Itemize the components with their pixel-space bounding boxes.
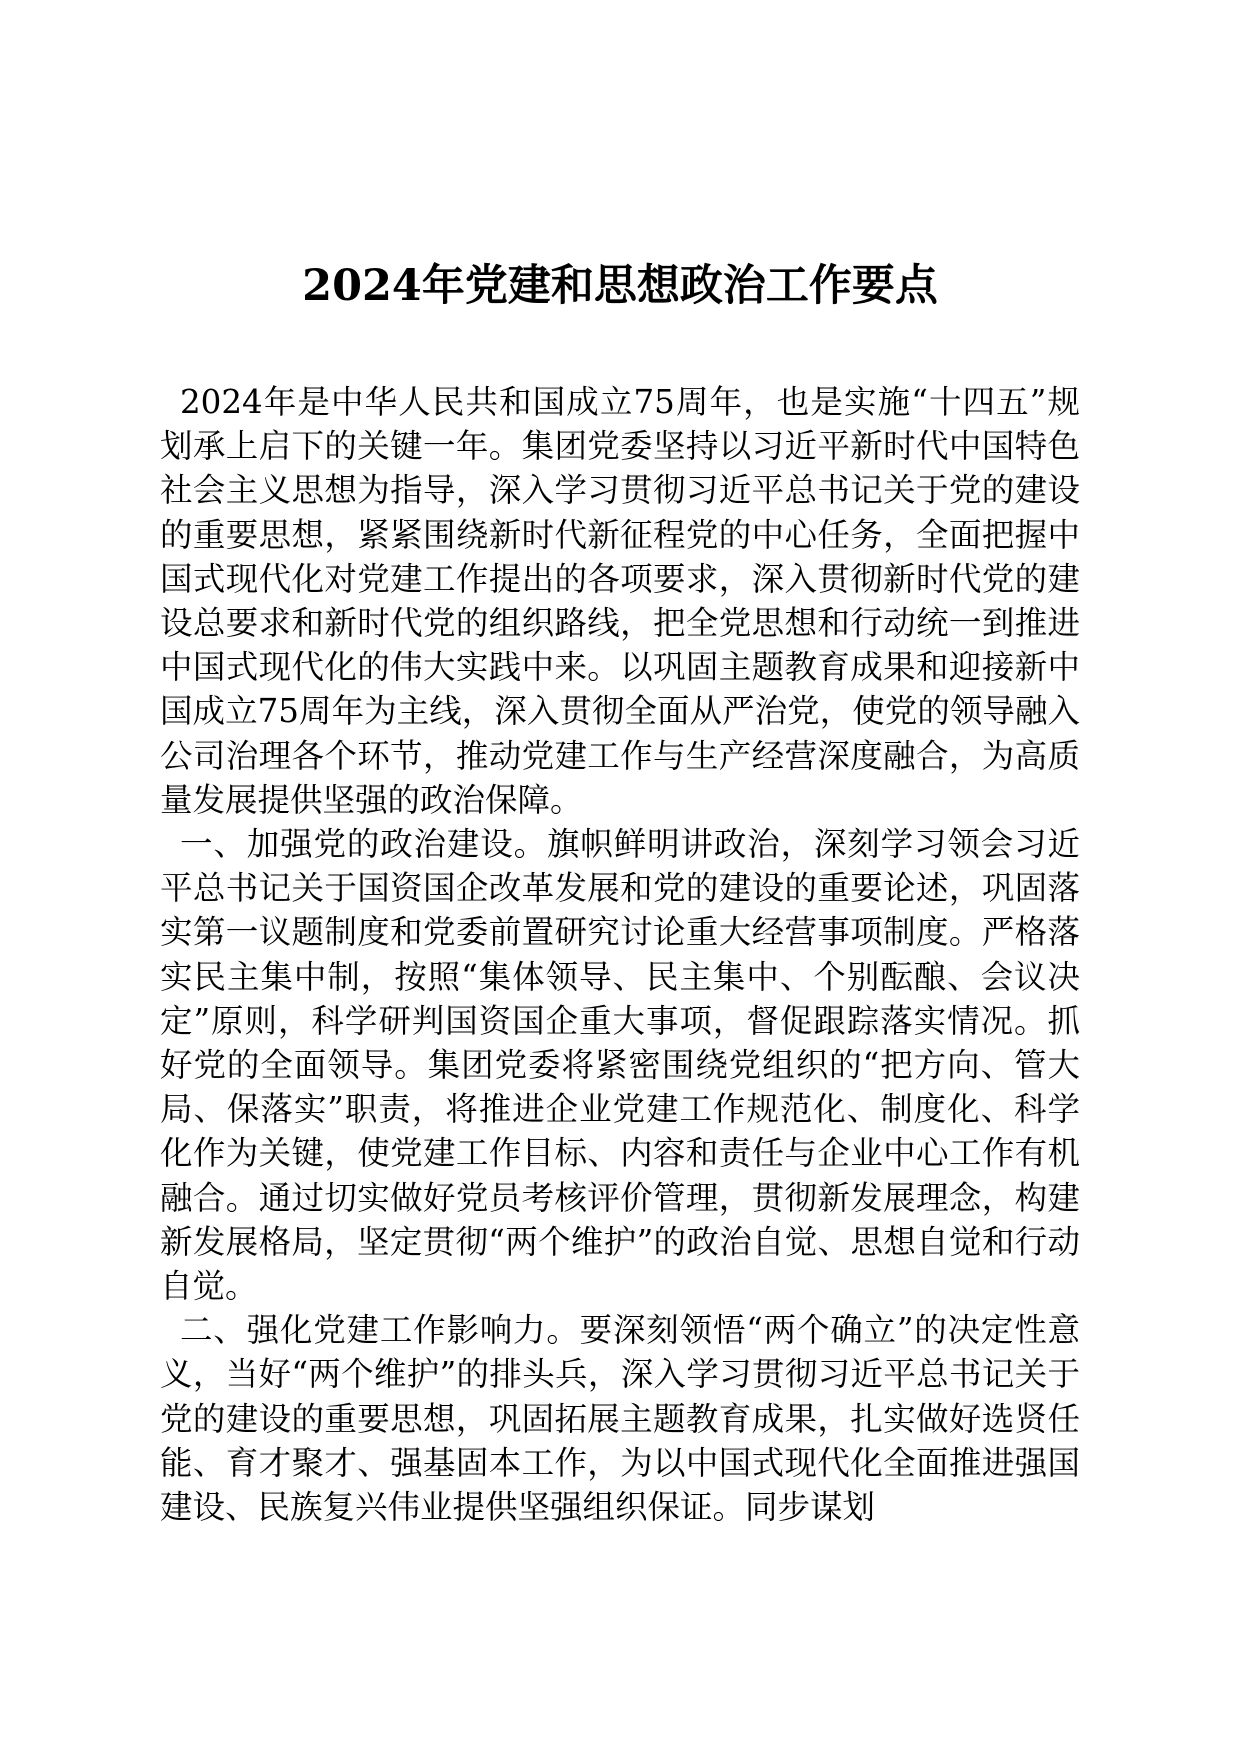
section-two-paragraph: 二、强化党建工作影响力。要深刻领悟“两个确立”的决定性意义，当好“两个维护”的排头兵，深入学习贯彻习近平总书记关于党的建设的重要思想，巩固拓展主题教育成果，扎实做好选贤任能、育才聚才、强基固本工作，为以中国式现代化全面推进强国建设、民族复兴伟业提供坚强组织保证。同步谋划 — [160, 1311, 1080, 1527]
section-one-paragraph: 一、加强党的政治建设。旗帜鲜明讲政治，深刻学习领会习近平总书记关于国资国企改革发展和党的建设的重要论述，巩固落实第一议题制度和党委前置研究讨论重大经营事项制度。严格落实民主集中制，按照“集体领导、民主集中、个别酝酿、会议决定”原则，科学研判国资国企重大事项，督促跟踪落实情况。抓好党的全面领导。集团党委将紧密围绕党组织的“把方向、管大局、保落实”职责，将推进企业党建工作规范化、制度化、科学化作为关键，使党建工作目标、内容和责任与企业中心工作有机融合。通过切实做好党员考核评价管理，贯彻新发展理念，构建新发展格局，坚定贯彻“两个维护”的政治自觉、思想自觉和行动自觉。 — [160, 825, 1080, 1306]
intro-paragraph: 2024年是中华人民共和国成立75周年，也是实施“十四五”规划承上启下的关键一年。集团党委坚持以习近平新时代中国特色社会主义思想为指导，深入学习贯彻习近平总书记关于党的建设的重要思想，紧紧围绕新时代新征程党的中心任务，全面把握中国式现代化对党建工作提出的各项要求，深入贯彻新时代党的建设总要求和新时代党的组织路线，把全党思想和行动统一到推进中国式现代化的伟大实践中来。以巩固主题教育成果和迎接新中国成立75周年为主线，深入贯彻全面从严治党，使党的领导融入公司治理各个环节，推动党建工作与生产经营深度融合，为高质量发展提供坚强的政治保障。 — [160, 383, 1080, 819]
document-body — [160, 380, 1080, 1529]
document-title: 2024年党建和思想政治工作要点 — [302, 261, 938, 311]
